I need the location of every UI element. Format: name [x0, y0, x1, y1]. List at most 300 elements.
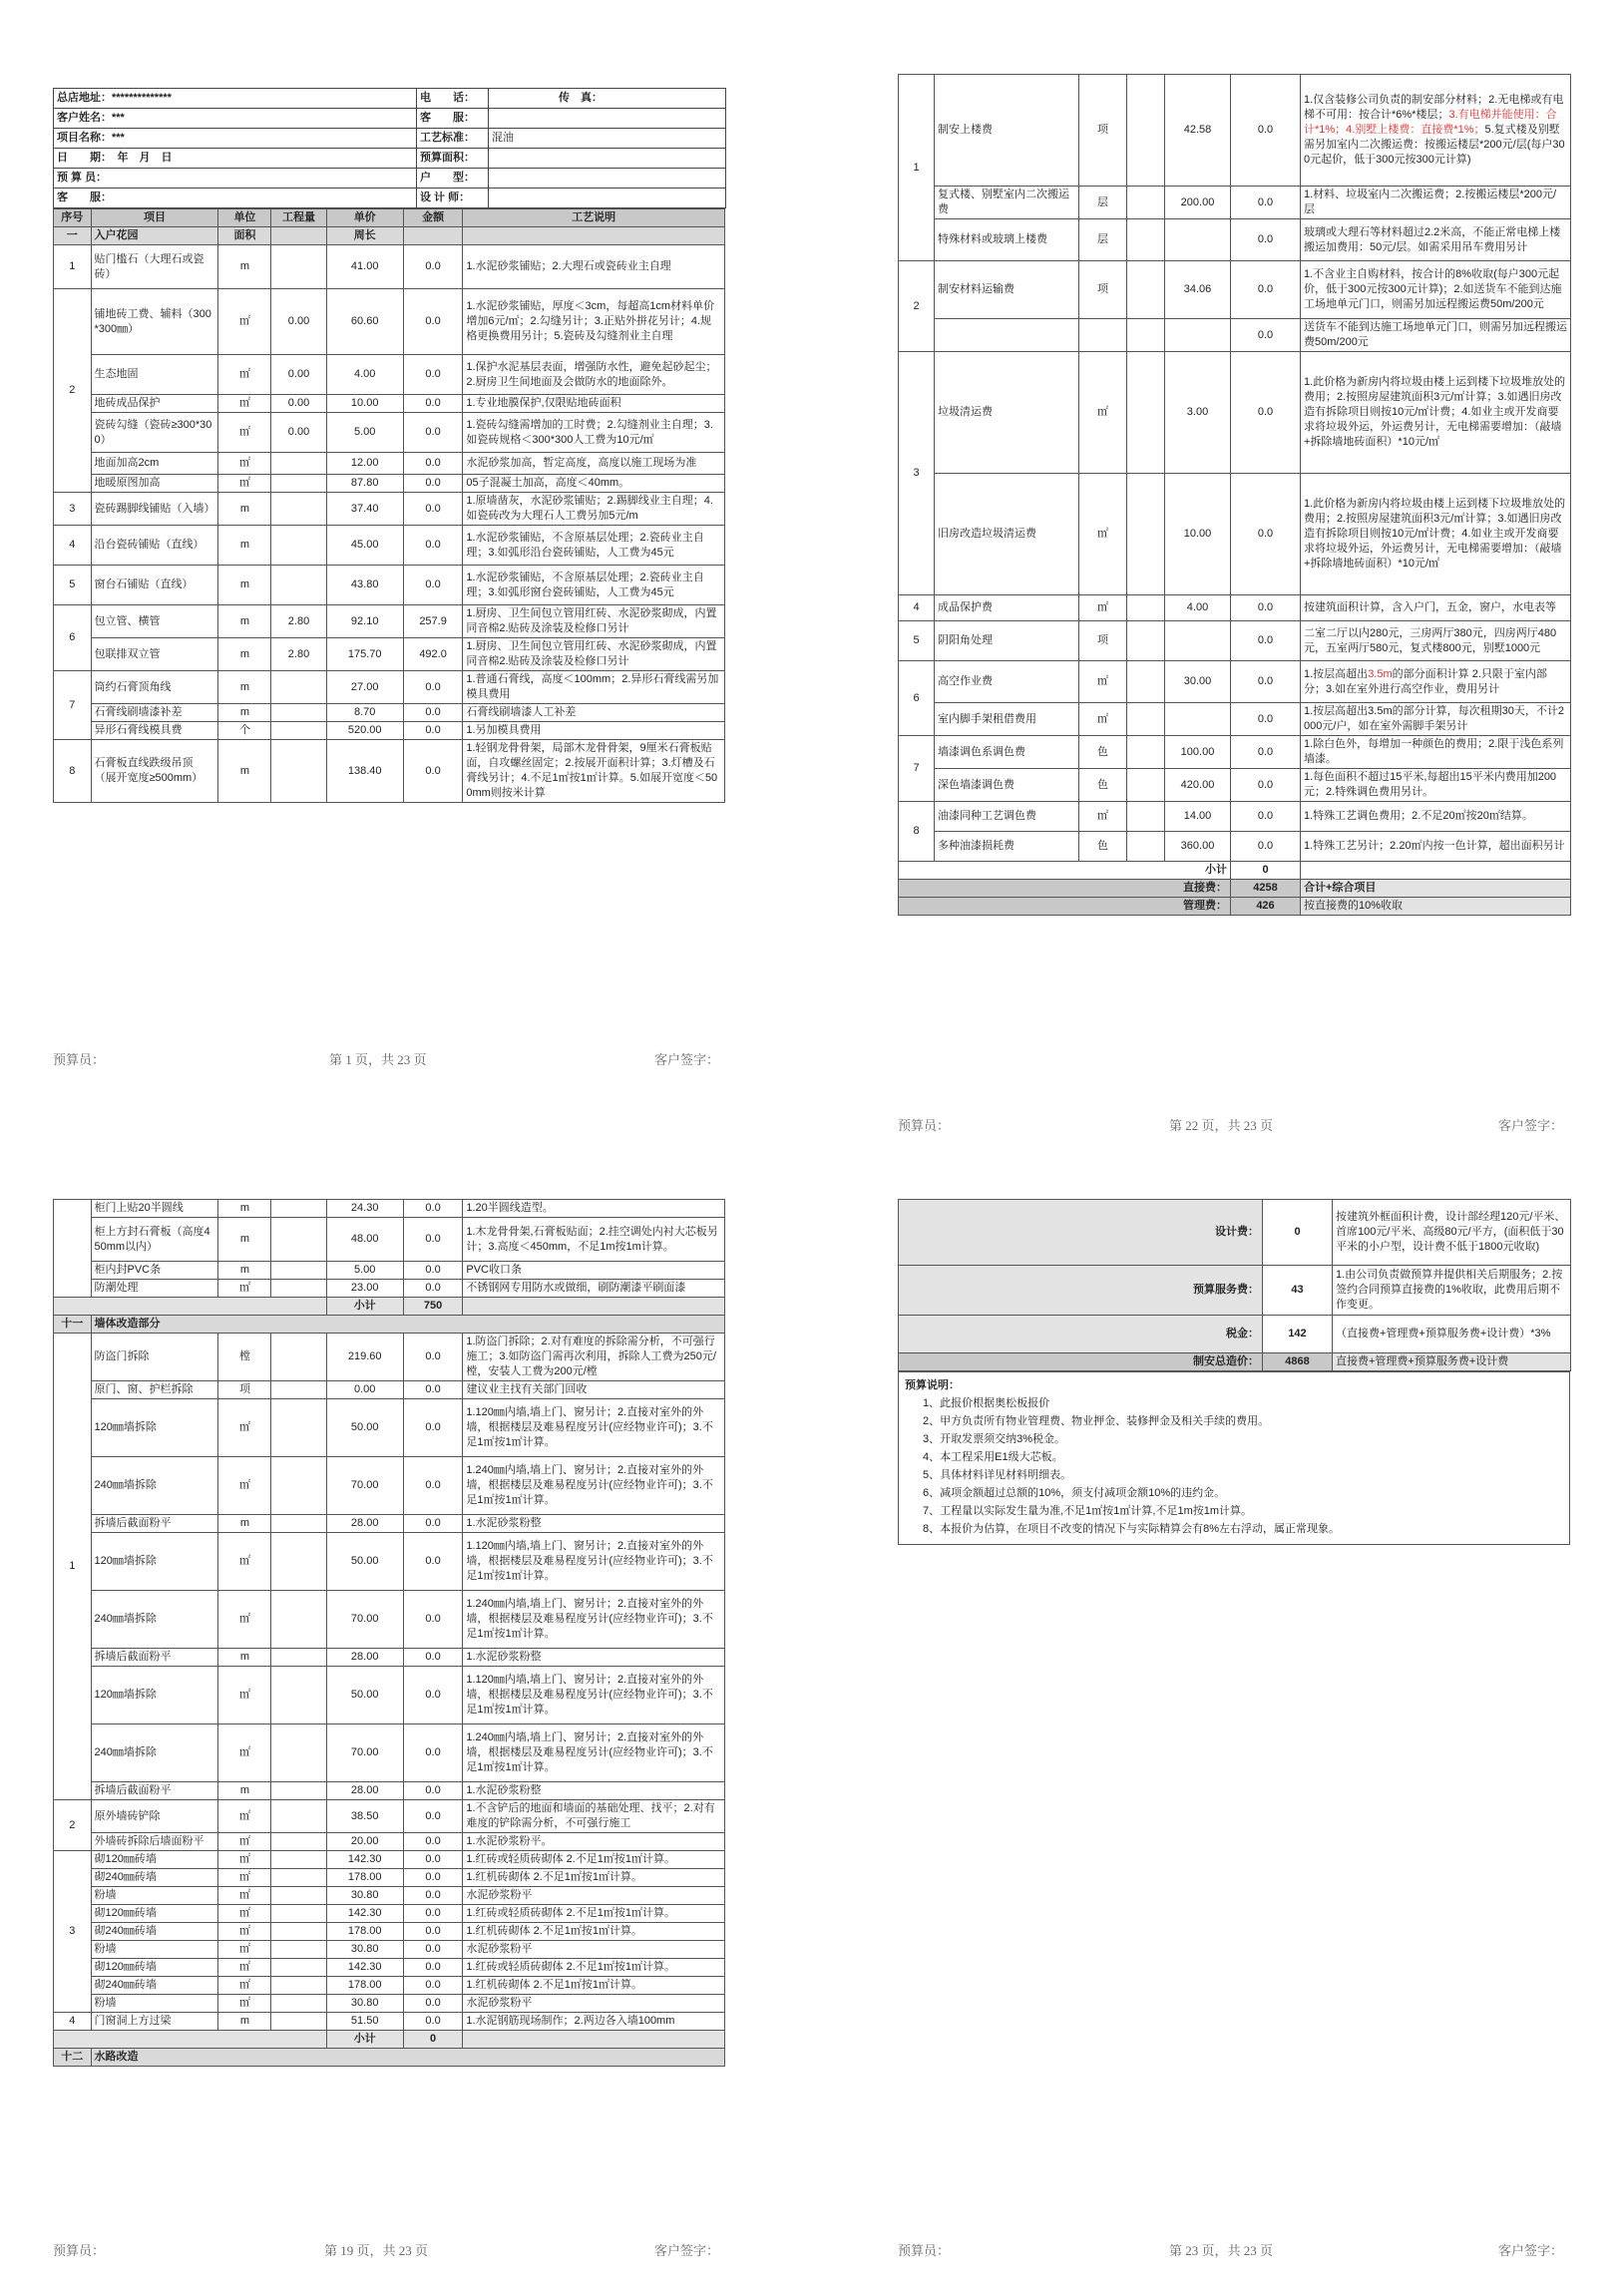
cell-seq: 4 [899, 595, 935, 621]
cell-amount: 0.0 [403, 1399, 463, 1457]
cell-item: 240㎜墙拆除 [91, 1457, 218, 1515]
cell-price: 27.00 [326, 671, 403, 704]
cell-amount: 0.0 [403, 1905, 463, 1923]
cell-amount: 0.0 [1231, 261, 1301, 319]
cell-item: 柜门上贴20半圆线 [91, 1200, 218, 1218]
cell-unit: 项 [1079, 261, 1127, 319]
cell-qty [271, 2013, 326, 2031]
table-row [54, 1515, 725, 1533]
cell-amount: 0.0 [403, 1649, 463, 1667]
cell-seq: 5 [54, 566, 92, 605]
cell-amount: 0.0 [403, 1591, 463, 1649]
cell-qty [1127, 736, 1165, 769]
cell-qty: 0.00 [271, 355, 326, 395]
cell-seq: 6 [899, 661, 935, 736]
cell-price: 单价 [326, 209, 403, 227]
cell-unit: m [218, 1649, 271, 1667]
cell-qty [271, 1977, 326, 1995]
cell-qty [271, 1959, 326, 1977]
cell-price: 30.00 [1165, 661, 1231, 703]
cell-amount: 0.0 [1231, 802, 1301, 832]
table-row [54, 1649, 725, 1667]
cell-price [1165, 219, 1231, 261]
table-row [54, 493, 725, 526]
cell-desc: 1.120㎜内墙,墙上门、窗另计；2.直接对室外的外墙，根据楼层及难易程度另计(应经物业许可)；3.不足1㎡按1㎡计算。 [463, 1533, 725, 1591]
cell-amount: 0.0 [1231, 661, 1301, 703]
cell-amount: 0.0 [403, 1800, 463, 1833]
table-row [54, 2013, 725, 2031]
cell-desc: 1.不含业主自购材料，按合计的8%收取(每户300元起价，低于300元按300元计算)；2.如送货车不能到达施工场地单元门口，则需另加远程搬运费50m/200元 [1301, 261, 1571, 319]
cell-amount: 0.0 [403, 1457, 463, 1515]
cell-item: 高空作业费 [935, 661, 1079, 703]
subtotal-spacer [54, 1298, 327, 1316]
cell-desc: 1.材料、垃圾室内二次搬运费；2.按搬运楼层*200元/层 [1301, 187, 1571, 219]
page-23 [898, 1199, 1570, 1545]
cell-amount: 0.0 [1231, 621, 1301, 661]
cell-amount: 0.0 [403, 1334, 463, 1381]
cell-amount: 0.0 [1231, 474, 1301, 595]
cell-item: 沿台瓷砖铺贴（直线） [91, 526, 218, 566]
cell-unit: ㎡ [218, 1869, 271, 1887]
cell-desc: 1.专业地膜保护,仅限贴地砖面积 [463, 395, 725, 413]
cell-item: 粉墙 [91, 1995, 218, 2013]
table-row [54, 1262, 725, 1280]
cell-item: 门窗洞上方过梁 [91, 2013, 218, 2031]
cell-unit: m [218, 245, 271, 289]
table-row [54, 1995, 725, 2013]
cell-desc: 1.保护水泥基层表面，增强防水性，避免起砂起尘；2.厨房卫生间地面及会做防水的地面除外。 [463, 355, 725, 395]
cell-amount: 0.0 [403, 395, 463, 413]
cell-desc: 建议业主找有关部门回收 [463, 1381, 725, 1399]
table-row [899, 352, 1571, 474]
table-row [54, 1887, 725, 1905]
cell-qty: 0.00 [271, 289, 326, 355]
cell-unit: ㎡ [1079, 661, 1127, 703]
cell-amount: 0.0 [1231, 319, 1301, 352]
cell-item: 砌240㎜砖墙 [91, 1923, 218, 1941]
page-19 [53, 1199, 725, 2067]
table-row [54, 355, 725, 395]
cell-price: 360.00 [1165, 832, 1231, 862]
table-row [899, 474, 1571, 595]
cell-unit: ㎡ [1079, 703, 1127, 736]
cell-price: 4.00 [1165, 595, 1231, 621]
cell-unit: ㎡ [218, 355, 271, 395]
cell-desc: 水泥砂浆加高，暂定高度，高度以施工现场为准 [463, 453, 725, 475]
cell-desc: 按建筑面积计算，含入户门，五金，窗户，水电表等 [1301, 595, 1571, 621]
cell-desc: 1.水泥砂浆粉整 [463, 1649, 725, 1667]
cell-price: 41.00 [326, 245, 403, 289]
footer-estimator: 预算员： [53, 2243, 106, 2258]
cell-item: 石膏板直线跌级吊顶（展开宽度≥500mm） [91, 740, 218, 803]
cell-seq: 2 [899, 261, 935, 352]
cell-qty [1127, 352, 1165, 474]
cell-price: 100.00 [1165, 736, 1231, 769]
table-row [54, 453, 725, 475]
cell-item: 瓷砖踢脚线铺贴（入墙） [91, 493, 218, 526]
cell-qty [271, 1905, 326, 1923]
cell-qty: 0.00 [271, 395, 326, 413]
cell-item: 砌240㎜砖墙 [91, 1977, 218, 1995]
cell-item: 防盗门拆除 [91, 1334, 218, 1381]
cell-seq: 2 [54, 289, 92, 493]
table-row [54, 605, 725, 638]
cell-seq: 8 [54, 740, 92, 803]
cell-amount: 0.0 [403, 1959, 463, 1977]
cell-unit: ㎡ [218, 453, 271, 475]
cell-qty [271, 1667, 326, 1724]
cell-qty [271, 1941, 326, 1959]
subtotal-value: 750 [403, 1298, 463, 1316]
table-row [54, 1218, 725, 1262]
table-row [899, 187, 1571, 219]
header-row [54, 209, 725, 227]
cell-item [935, 319, 1079, 352]
cell-price: 70.00 [326, 1724, 403, 1782]
cell-item: 砌120㎜砖墙 [91, 1959, 218, 1977]
cell-unit: ㎡ [218, 1591, 271, 1649]
cell-seq: 3 [54, 493, 92, 526]
cell-price: 10.00 [326, 395, 403, 413]
craft-label: 工艺标准： [417, 129, 489, 149]
cell-qty [271, 1782, 326, 1800]
cell-unit: ㎡ [218, 1833, 271, 1851]
cell-desc: 1.240㎜内墙,墙上门、窗另计；2.直接对室外的外墙，根据楼层及难易程度另计(应经物业许可)；3.不足1㎡按1㎡计算。 [463, 1724, 725, 1782]
cell-price: 23.00 [326, 1280, 403, 1298]
cell-price: 92.10 [326, 605, 403, 638]
cell-desc: PVC收口条 [463, 1262, 725, 1280]
cell-qty [271, 227, 326, 245]
cell-qty [271, 671, 326, 704]
cell-qty [271, 1533, 326, 1591]
cell-item: 防潮处理 [91, 1280, 218, 1298]
cell-qty [271, 1218, 326, 1262]
cell-amount: 0.0 [403, 704, 463, 722]
cell-qty [271, 1923, 326, 1941]
cell-unit: ㎡ [218, 1724, 271, 1782]
cell-desc: 1.除白色外，每增加一种颜色的费用；2.限于浅色系列墙漆。 [1301, 736, 1571, 769]
cell-amount: 0.0 [403, 526, 463, 566]
cell-unit: ㎡ [1079, 352, 1127, 474]
cell-unit: m [218, 493, 271, 526]
cell-price: 51.50 [326, 2013, 403, 2031]
cell-desc: 1.水泥砂浆铺贴，不含原基层处理；2.瓷砖业主自理；3.如弧形沿台瓷砖铺贴，人工费为45元 [463, 526, 725, 566]
cell-price: 28.00 [326, 1515, 403, 1533]
cell-desc: 1.按层高超出3.5m的部分面积计算 2.只限于室内部分；3.如在室外进行高空作业，费用另计 [1301, 661, 1571, 703]
table-row [899, 802, 1571, 832]
cell-item: 外墙砖拆除后墙面粉平 [91, 1833, 218, 1851]
cell-item: 拆墙后截面粉平 [91, 1515, 218, 1533]
management-fee-row-desc: 按直接费的10%收取 [1301, 898, 1571, 916]
subtotal-label: 小计 [326, 1298, 403, 1316]
cell-desc: 1.红机砖砌体 2.不足1㎡按1㎡计算。 [463, 1977, 725, 1995]
cell-price: 38.50 [326, 1800, 403, 1833]
cell-amount: 492.0 [403, 638, 463, 671]
cell-unit: ㎡ [1079, 474, 1127, 595]
cell-price: 70.00 [326, 1591, 403, 1649]
cell-amount: 0.0 [1231, 703, 1301, 736]
cell-desc: 1.此价格为新房内将垃圾由楼上运到楼下垃圾堆放处的费用；2.按照房屋建筑面积3元/㎡计算；3.如遇旧房改造有拆除项目则按10元/㎡计费；4.如业主或开发商要求将垃圾外运，外运费另计，无电梯需要增加：（敲墙+拆除墙地砖面积）*10元/㎡ [1301, 474, 1571, 595]
subtotal-row [54, 2031, 725, 2049]
cell-item: 地面加高2cm [91, 453, 218, 475]
cell-desc: 1.不含铲后的地面和墙面的基础处理、找平；2.对有难度的铲除需分析，不可强行施工 [463, 1800, 725, 1833]
cell-amount: 0.0 [403, 1381, 463, 1399]
footer-client-sign: 客户签字： [1498, 2243, 1564, 2258]
cell-item: 砌120㎜砖墙 [91, 1905, 218, 1923]
footer-client-sign: 客户签字： [654, 2243, 720, 2258]
cell-unit: ㎡ [218, 1851, 271, 1869]
cell-desc: 水泥砂浆粉平 [463, 1995, 725, 2013]
cell-amount: 0.0 [1231, 352, 1301, 474]
table-row [899, 661, 1571, 703]
cell-price: 45.00 [326, 526, 403, 566]
cell-qty [1127, 595, 1165, 621]
table-row [54, 671, 725, 704]
cell-item: 多种油漆损耗费 [935, 832, 1079, 862]
cell-amount: 0.0 [403, 493, 463, 526]
cell-item: 包联排双立管 [91, 638, 218, 671]
cell-desc: 1.按层高超出3.5m的部分计算，每次租期30天，不计2000元/户，如在室外需脚手架另计 [1301, 703, 1571, 736]
estimator-field: 预 算 员： [54, 169, 417, 189]
cell-unit: ㎡ [218, 1533, 271, 1591]
cell-item: 墙漆调色系调色费 [935, 736, 1079, 769]
cell-desc: 1.红砖或轻质砖砌体 2.不足1㎡按1㎡计算。 [463, 1905, 725, 1923]
budget-service-value: 43 [1263, 1266, 1333, 1316]
cell-item: 拆墙后截面粉平 [91, 1782, 218, 1800]
table-row [899, 703, 1571, 736]
cell-amount: 0.0 [403, 1869, 463, 1887]
fax-label: 传 真： [489, 89, 726, 109]
cell-seq: 7 [54, 671, 92, 740]
cell-unit: ㎡ [218, 1667, 271, 1724]
note-item: 3、开取发票须交纳3%税金。 [923, 1433, 1066, 1445]
management-fee-row-value: 426 [1231, 898, 1301, 916]
section-number: 十二 [54, 2049, 92, 2067]
area-label: 预算面积： [417, 149, 489, 169]
cell-price: 142.30 [326, 1905, 403, 1923]
subtotal-row [54, 1298, 725, 1316]
cell-amount: 0.0 [403, 1667, 463, 1724]
cell-price: 12.00 [326, 453, 403, 475]
page-1 [53, 88, 725, 803]
footer-estimator: 预算员： [898, 2243, 951, 2258]
designer-label: 设 计 师： [417, 189, 489, 208]
cell-seq: 3 [54, 1851, 92, 2013]
store-address: 总店地址：************** [54, 89, 417, 109]
project-name: 项目名称：*** [54, 129, 417, 149]
table-row [54, 1334, 725, 1381]
direct-fee-row-label: 直接费： [899, 880, 1231, 898]
cell-qty [1127, 621, 1165, 661]
cell-unit: m [218, 605, 271, 638]
service-label: 客 服： [417, 109, 489, 129]
cell-unit: 色 [1079, 736, 1127, 769]
section-row [54, 1316, 725, 1334]
cell-qty [271, 475, 326, 493]
cell-qty [271, 740, 326, 803]
cell-seq: 1 [54, 245, 92, 289]
subtotal-desc [463, 2031, 725, 2049]
cell-price: 50.00 [326, 1399, 403, 1457]
cell-price: 30.80 [326, 1941, 403, 1959]
cell-qty [1127, 661, 1165, 703]
table-row [54, 1905, 725, 1923]
cell-unit: m [218, 1200, 271, 1218]
cell-qty [1127, 75, 1165, 187]
cell-item: 室内脚手架租借费用 [935, 703, 1079, 736]
tax-value: 142 [1263, 1316, 1333, 1353]
cell-item: 制安材料运输费 [935, 261, 1079, 319]
phone-label: 电 话： [417, 89, 489, 109]
cell-amount: 0.0 [403, 1941, 463, 1959]
cell-seq: 一 [54, 227, 92, 245]
cell-item: 原外墙砖铲除 [91, 1800, 218, 1833]
cell-unit: ㎡ [218, 1887, 271, 1905]
cell-desc: 1.水泥砂浆铺贴，厚度＜3cm，每超高1cm材料单价增加6元/㎡；2.勾缝另计；3.正贴外拼花另计；4.规格更换费用另计；5.瓷砖及勾缝剂业主自理 [463, 289, 725, 355]
cell-price: 175.70 [326, 638, 403, 671]
cell-amount: 0.0 [403, 1515, 463, 1533]
table-row [54, 704, 725, 722]
cell-unit: 色 [1079, 769, 1127, 802]
cell-desc: 水泥砂浆粉平 [463, 1887, 725, 1905]
cell-unit [1079, 319, 1127, 352]
cell-unit: ㎡ [218, 1399, 271, 1457]
cell-desc: 1.特殊工艺调色费用；2.不足20㎡按20㎡结算。 [1301, 802, 1571, 832]
cell-item: 粉墙 [91, 1941, 218, 1959]
cell-amount: 0.0 [403, 453, 463, 475]
cell-desc: 1.木龙骨骨架,石膏板贴面；2.挂空调处内衬大芯板另计；3.高度＜450mm，不足1m按1m计算。 [463, 1218, 725, 1262]
table-row [54, 722, 725, 740]
cell-unit: m [218, 1262, 271, 1280]
cell-amount: 0.0 [403, 289, 463, 355]
footer-estimator: 预算员： [53, 1052, 106, 1067]
table-row [899, 319, 1571, 352]
cell-item: 旧房改造垃圾清运费 [935, 474, 1079, 595]
cell-qty [271, 1381, 326, 1399]
tax-label: 税金： [899, 1316, 1263, 1353]
cell-qty [271, 1851, 326, 1869]
cell-unit: 层 [1079, 187, 1127, 219]
direct-fee-row-desc: 合计+综合项目 [1301, 880, 1571, 898]
cell-desc: 玻璃或大理石等材料超过2.2米高，不能正常电梯上楼搬运加费用：50元/层。如需采用吊车费用另计 [1301, 219, 1571, 261]
highlighted-text: 3.5m [1368, 667, 1393, 680]
cell-item: 深色墙漆调色费 [935, 769, 1079, 802]
cell-amount: 0.0 [1231, 219, 1301, 261]
cell-item: 石膏线刷墙漆补差 [91, 704, 218, 722]
tax-desc: （直接费+管理费+预算服务费+设计费）*3% [1333, 1316, 1571, 1353]
cell-desc: 1.普通石膏线，高度＜100mm；2.异形石膏线需另加模具费用 [463, 671, 725, 704]
cell-amount: 0.0 [403, 1218, 463, 1262]
cell-item: 砌240㎜砖墙 [91, 1869, 218, 1887]
design-fee-desc: 按建筑外框面积计费，设计部经理120元/平米、首席100元/平米、高级80元/平方，(面积低于30平米的小户型，设计费不低于1800元收取) [1333, 1200, 1571, 1266]
cell-item: 筒约石膏顶角线 [91, 671, 218, 704]
header-info-table [53, 88, 726, 208]
section-row [54, 227, 725, 245]
cell-unit: m [218, 526, 271, 566]
cell-item: 窗台石铺贴（直线） [91, 566, 218, 605]
table-row [54, 413, 725, 453]
cell-qty [271, 493, 326, 526]
table-row [54, 1457, 725, 1515]
cell-item: 柜内封PVC条 [91, 1262, 218, 1280]
cell-price: 0.00 [326, 1381, 403, 1399]
note-item: 2、甲方负责所有物业管理费、物业押金、装修押金及相关手续的费用。 [923, 1415, 1270, 1427]
cell-desc: 1.此价格为新房内将垃圾由楼上运到楼下垃圾堆放处的费用；2.按照房屋建筑面积3元/㎡计算；3.如遇旧房改造有拆除项目则按10元/㎡计费；4.如业主或开发商要求将垃圾外运，外运费另计，无电梯需要增加：（敲墙+拆除墙地砖面积）*10元/㎡ [1301, 352, 1571, 474]
cell-unit: m [218, 1782, 271, 1800]
table-row [54, 1800, 725, 1833]
cell-desc [463, 227, 725, 245]
cell-unit: ㎡ [218, 1977, 271, 1995]
cell-amount: 0.0 [403, 2013, 463, 2031]
cell-seq: 5 [899, 621, 935, 661]
cell-unit: m [218, 1218, 271, 1262]
note-item: 4、本工程采用E1级大芯板。 [923, 1451, 1063, 1463]
footer-page-number: 第 19 页，共 23 页 [324, 2243, 429, 2258]
cell-qty [271, 245, 326, 289]
cell-desc: 1.防盗门拆除；2.对有难度的拆除需分析，不可强行施工；3.如防盗门需再次利用，拆除人工费为250元/樘，安装人工费为200元/樘 [463, 1334, 725, 1381]
cell-price: 48.00 [326, 1218, 403, 1262]
cell-amount: 0.0 [1231, 187, 1301, 219]
cell-qty [271, 1334, 326, 1381]
cell-amount: 0.0 [403, 355, 463, 395]
cell-item: 制安上楼费 [935, 75, 1079, 187]
cell-price: 5.00 [326, 413, 403, 453]
cell-unit: 层 [1079, 219, 1127, 261]
cell-qty [1127, 474, 1165, 595]
subtotal-value: 0 [1231, 862, 1301, 880]
cell-amount: 0.0 [1231, 832, 1301, 862]
cell-unit: ㎡ [218, 1280, 271, 1298]
footer-client-sign: 客户签字： [654, 1052, 720, 1067]
cell-unit: m [218, 638, 271, 671]
craft-value: 混油 [489, 129, 726, 149]
cell-price: 142.30 [326, 1851, 403, 1869]
cell-desc: 1.20半圆线造型。 [463, 1200, 725, 1218]
cell-unit: ㎡ [218, 1457, 271, 1515]
cell-desc: 1.水泥钢筋现场制作；2.两边各入墙100mm [463, 2013, 725, 2031]
highlighted-text: 3.有电梯并能使用：合计*1%；4.别墅上楼费：直接费*1%； [1304, 109, 1557, 136]
table-row [54, 395, 725, 413]
cell-amount: 0.0 [403, 1280, 463, 1298]
cell-qty: 工程量 [271, 209, 326, 227]
direct-fee-row-value: 4258 [1231, 880, 1301, 898]
cell-item: 240㎜墙拆除 [91, 1724, 218, 1782]
cell-unit: 项 [1079, 621, 1127, 661]
cell-seq: 1 [54, 1334, 92, 1800]
cell-price: 30.80 [326, 1887, 403, 1905]
cell-desc: 石膏线刷墙漆人工补差 [463, 704, 725, 722]
section-title: 墙体改造部分 [91, 1316, 725, 1334]
cell-seq: 1 [899, 75, 935, 261]
footer-client-sign: 客户签字： [1498, 1118, 1564, 1133]
cell-desc: 水泥砂浆粉平 [463, 1941, 725, 1959]
cell-unit: 色 [1079, 832, 1127, 862]
cell-item: 铺地砖工费、辅料（300*300㎜） [91, 289, 218, 355]
cell-item: 垃圾清运费 [935, 352, 1079, 474]
cell-price: 10.00 [1165, 474, 1231, 595]
total-desc: 直接费+管理费+预算服务费+设计费 [1333, 1353, 1571, 1371]
subtotal-row [899, 862, 1571, 880]
page-22 [898, 74, 1570, 916]
cell-amount: 0.0 [403, 413, 463, 453]
cell-desc: 1.120㎜内墙,墙上门、窗另计；2.直接对室外的外墙，根据楼层及难易程度另计(应经物业许可)；3.不足1㎡按1㎡计算。 [463, 1667, 725, 1724]
cell-unit: ㎡ [218, 475, 271, 493]
cell-qty [271, 1995, 326, 2013]
cell-item: 砌120㎜砖墙 [91, 1851, 218, 1869]
table-row [54, 1280, 725, 1298]
cell-qty [1127, 261, 1165, 319]
footer-estimator: 预算员： [898, 1118, 951, 1133]
